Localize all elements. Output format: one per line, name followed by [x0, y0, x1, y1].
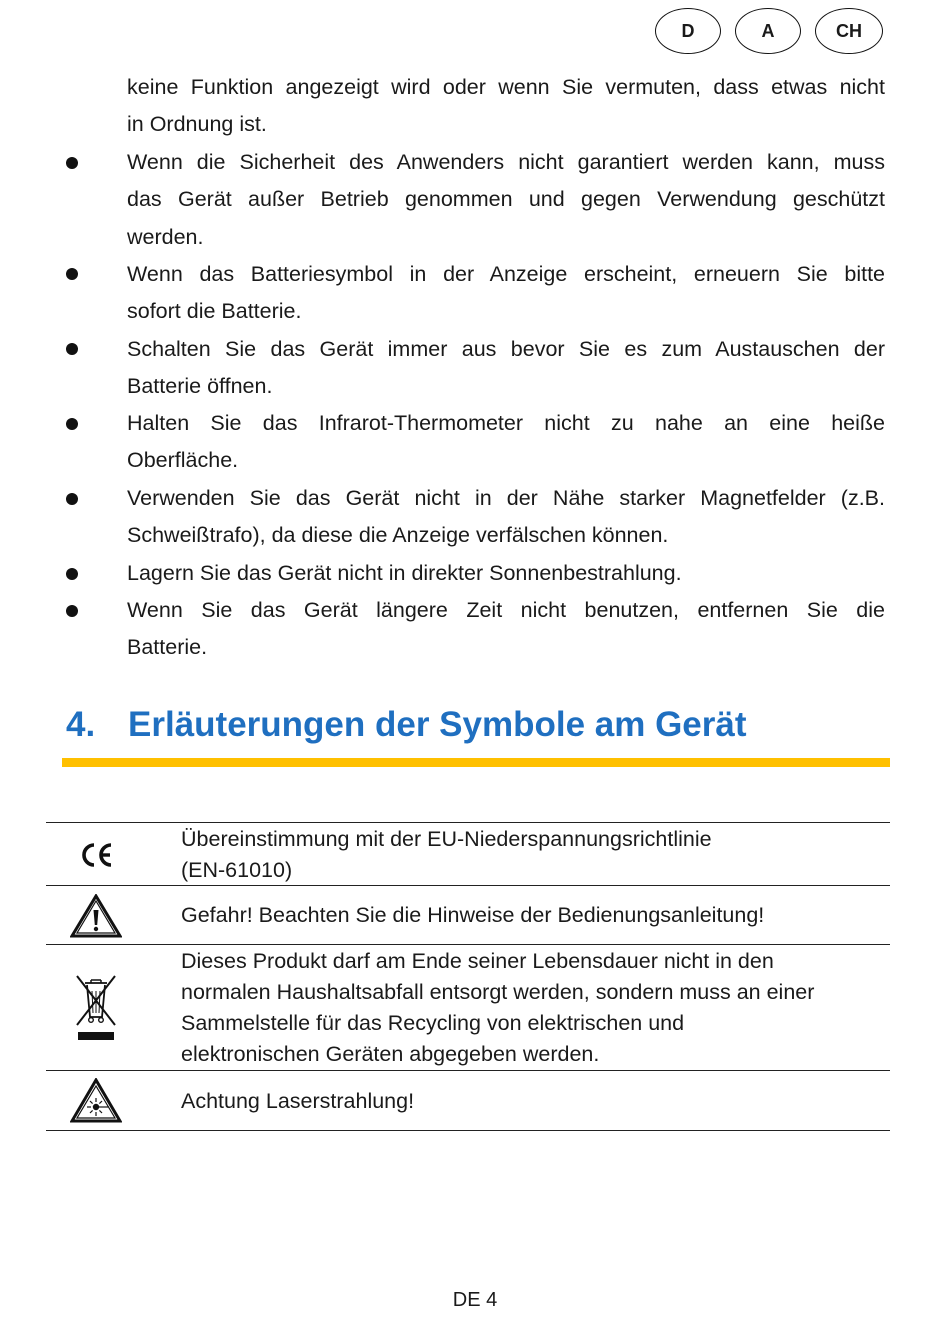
bullet-item	[127, 405, 885, 480]
text-line: Oberfläche.	[127, 448, 239, 473]
text-line: werden.	[127, 224, 204, 249]
crossed-out-bin-icon	[46, 945, 146, 1071]
bullet-item	[127, 256, 885, 331]
text-line: Schalten Sie das Gerät immer aus bevor Sie es zum Austauschen der	[127, 337, 885, 361]
bullet-item	[127, 331, 885, 406]
bullet-dot	[66, 493, 78, 505]
intro-continuation	[127, 69, 885, 144]
symbol-description	[181, 824, 881, 886]
description-line: normalen Haushaltsabfall entsorgt werden, sondern muss an einer	[181, 980, 815, 1004]
section-heading	[66, 705, 747, 745]
laser-warning-icon	[46, 1071, 146, 1130]
heading-underline	[62, 758, 890, 767]
section-title: Erläuterungen der Symbole am Gerät	[128, 705, 747, 744]
text-line: das Gerät außer Betrieb genommen und gegen Verwendung geschützt	[127, 187, 885, 212]
table-row	[46, 944, 890, 1070]
bullet-dot	[66, 268, 78, 280]
country-badge-a: A	[735, 8, 801, 54]
country-badge-ch: CH	[815, 8, 883, 54]
text-line: in Ordnung ist.	[127, 112, 267, 137]
symbol-description	[181, 900, 881, 931]
description-line: elektronischen Geräten abgegeben werden.	[181, 1042, 600, 1066]
country-badges	[655, 8, 885, 56]
bullet-dot	[66, 568, 78, 580]
description-line: Gefahr! Beachten Sie die Hinweise der Bedienungsanleitung!	[181, 903, 765, 927]
symbol-description	[181, 946, 881, 1070]
description-line: Übereinstimmung mit der EU-Niederspannungsrichtlinie	[181, 827, 712, 851]
section-number: 4.	[66, 705, 96, 744]
text-line: Wenn das Batteriesymbol in der Anzeige erscheint, erneuern Sie bitte	[127, 262, 885, 286]
description-line: Sammelstelle für das Recycling von elektrischen und	[181, 1011, 685, 1035]
bullet-item	[127, 480, 885, 555]
bullet-item	[127, 592, 885, 667]
bullet-dot	[66, 343, 78, 355]
text-line: keine Funktion angezeigt wird oder wenn Sie vermuten, dass etwas nicht	[127, 75, 885, 99]
text-line: sofort die Batterie.	[127, 299, 302, 324]
description-line: Achtung Laserstrahlung!	[181, 1089, 415, 1113]
text-line: Verwenden Sie das Gerät nicht in der Nähe starker Magnetfelder (z.B.	[127, 486, 885, 510]
text-line: Lagern Sie das Gerät nicht in direkter Sonnenbestrahlung.	[127, 561, 682, 585]
bullet-item	[127, 555, 885, 592]
symbols-table	[46, 822, 890, 1131]
description-line: Dieses Produkt darf am Ende seiner Lebensdauer nicht in den	[181, 949, 774, 973]
text-line: Batterie öffnen.	[127, 374, 273, 399]
table-row	[46, 822, 890, 885]
bullet-dot	[66, 605, 78, 617]
warning-triangle-icon	[46, 886, 146, 945]
text-line: Wenn die Sicherheit des Anwenders nicht garantiert werden kann, muss	[127, 150, 885, 174]
description-line: (EN-61010)	[181, 858, 293, 882]
page-number: DE 4	[452, 1289, 498, 1311]
text-line: Halten Sie das Infrarot-Thermometer nicht zu nahe an eine heiße	[127, 411, 885, 435]
text-line: Wenn Sie das Gerät längere Zeit nicht benutzen, entfernen Sie die	[127, 598, 885, 622]
country-badge-d: D	[655, 8, 721, 54]
ce-mark-icon	[46, 823, 146, 886]
table-row	[46, 885, 890, 944]
bullet-item	[127, 144, 885, 256]
bullet-dot	[66, 157, 78, 169]
symbol-description	[181, 1086, 881, 1117]
table-row	[46, 1070, 890, 1131]
text-line: Batterie.	[127, 635, 208, 660]
text-line: Schweißtrafo), da diese die Anzeige verfälschen können.	[127, 523, 669, 548]
bullet-dot	[66, 418, 78, 430]
